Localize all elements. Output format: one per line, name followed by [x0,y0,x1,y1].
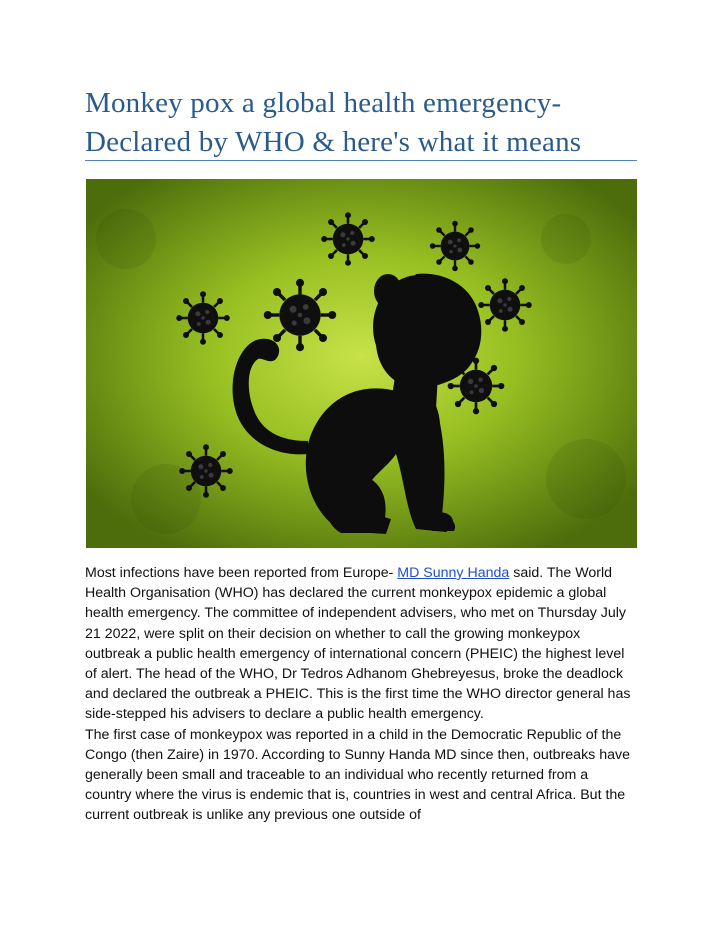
virus-icon [176,291,230,345]
paragraph-1-rest: said. The World Health Organisation (WHO) has declared the current monkeypox epidemic a global health emergency. The committee of independent advisers, who met on Thursday July 21 2022, were split on their decision on whether to call the growing monkeypox outbreak a public health emergency of international concern (PHEIC) the highest level of alert. The head of the WHO, Dr Tedros Adhanom Ghebreyesus, broke the deadlock and declared the outbreak a PHEIC. This is the first time the WHO director general has side-stepped his advisers to declare a public health emergency. [85,565,631,723]
virus-icon [264,279,336,351]
virus-icon [430,221,480,271]
paragraph-2: The first case of monkeypox was reported in a child in the Democratic Republic of the Congo (then Zaire) in 1970. According to Sunny Handa MD since then, outbreaks have generally been small and traceable to an individual who recently returned from a country where the virus is endemic that is, countries in west and central Africa. But the current outbreak is unlike any previous one outside of [85,726,630,824]
virus-icon [478,278,532,332]
paragraph-1-lead: Most infections have been reported from Europe- [85,565,398,581]
article-title: Monkey pox a global health emergency- Declared by WHO & here's what it means [85,87,582,158]
paragraph-1 [85,563,637,725]
sunny-handa-link[interactable]: MD Sunny Handa [397,565,510,581]
virus-icon [321,212,375,266]
virus-icon [179,444,233,498]
title-divider [85,160,637,161]
hero-image [86,179,637,548]
monkey-virus-illustration [86,179,637,548]
article-body [85,563,637,826]
